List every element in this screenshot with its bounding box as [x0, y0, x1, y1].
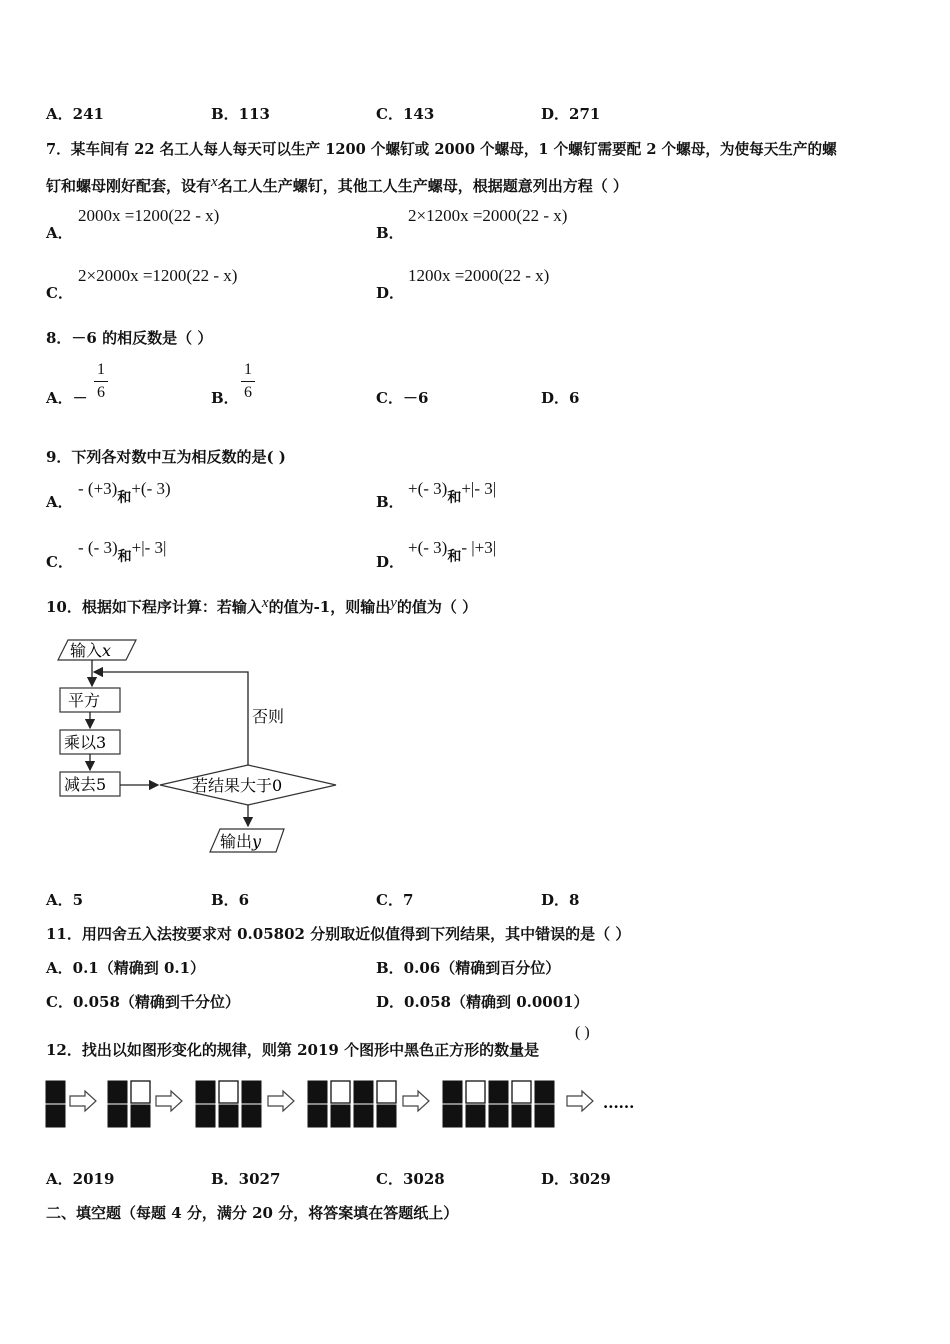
- q9-option-c: - (- $3)_和+|-$ 3|: [78, 538, 167, 565]
- q7-label-d: D．: [376, 284, 405, 302]
- q6-option-a: A．241: [46, 105, 104, 123]
- q10-option-c: C．7: [376, 891, 414, 909]
- flow-output-label: 输出y: [220, 832, 262, 851]
- q10-flowchart: [40, 630, 350, 865]
- q7-formula-a: 2000x =1200(22 - x): [78, 206, 220, 225]
- pattern-arrow-icon: [567, 1091, 593, 1111]
- q7-label-c: C．: [46, 284, 73, 302]
- flow-subtract-label: 减去5: [64, 775, 107, 794]
- q8-fraction-a: 1 6: [94, 361, 108, 402]
- q7-formula-c: 2×2000x =1200(22 - x): [78, 266, 238, 285]
- q10-option-b: B．6: [211, 891, 250, 909]
- q8-option-d: D．6: [541, 389, 580, 407]
- pattern-arrow-icon: [70, 1091, 96, 1111]
- flow-else-label: 否则: [252, 707, 285, 726]
- q11-option-a: A．0.1（精确到 0.1）: [46, 959, 206, 977]
- q6-option-c: C．143: [376, 105, 435, 123]
- q12-paren: ( ): [575, 1024, 590, 1041]
- q9-label-d: D．: [376, 553, 405, 571]
- flow-input-label: 输入x: [70, 641, 112, 660]
- q12-option-d: D．3029: [541, 1170, 611, 1188]
- q11-option-b: B．0.06（精确到百分位）: [376, 959, 561, 977]
- pattern-arrow-icon: [156, 1091, 182, 1111]
- q12-option-b: B．3027: [211, 1170, 281, 1188]
- flow-multiply-label: 乘以3: [64, 733, 107, 752]
- q9-label-c: C．: [46, 553, 73, 571]
- q7-label-b: B．: [376, 224, 404, 242]
- q7-formula-b: 2×1200x =2000(22 - x): [408, 206, 568, 225]
- q12-stem: 12．找出以如图形变化的规律，则第 2019 个图形中黑色正方形的数量是: [46, 1041, 540, 1059]
- q8-fraction-b: 1 6: [241, 361, 255, 402]
- q9-label-a: A．: [46, 493, 73, 511]
- flow-condition-label: 若结果大于0: [192, 776, 283, 795]
- q12-pattern-figure: [40, 1076, 660, 1136]
- q9-option-b: +(- $3)_和+|-$ 3|: [408, 479, 497, 506]
- q8-option-c: C．－6: [376, 389, 429, 407]
- q9-stem: 9．下列各对数中互为相反数的是( ): [46, 448, 286, 466]
- pattern-square: [46, 1081, 65, 1103]
- q12-option-a: A．2019: [46, 1170, 115, 1188]
- flow-square-label: 平方: [68, 691, 101, 710]
- q7-label-a: A．: [46, 224, 73, 242]
- q12-option-c: C．3028: [376, 1170, 445, 1188]
- section-heading-fill-in: 二、填空题（每题 4 分，满分 20 分，将答案填在答题纸上）: [46, 1204, 459, 1222]
- q7-stem-line2: 钉和螺母刚好配套，设有x名工人生产螺钉，其他工人生产螺母，根据题意列出方程（ ）: [46, 174, 628, 195]
- pattern-arrow-icon: [403, 1091, 429, 1111]
- pattern-ellipsis: ......: [603, 1094, 635, 1112]
- q9-option-a: - $(+3)_和+(-$ 3): [78, 479, 171, 506]
- q11-stem: 11．用四舍五入法按要求对 0.05802 分别取近似值得到下列结果，其中错误的是（ ）: [46, 925, 631, 943]
- q10-stem: 10．根据如下程序计算：若输入x的值为-1，则输出y的值为（ ）: [46, 595, 478, 616]
- q7-formula-d: 1200x =2000(22 - x): [408, 266, 550, 285]
- q11-option-c: C．0.058（精确到千分位）: [46, 993, 240, 1011]
- q9-label-b: B．: [376, 493, 404, 511]
- q8-label-b: B．: [211, 389, 239, 407]
- q8-stem: 8．－6 的相反数是（ ）: [46, 329, 213, 347]
- q7-stem-line1: 7．某车间有 22 名工人每人每天可以生产 1200 个螺钉或 2000 个螺母，1 个螺钉需要配 2 个螺母，为使每天生产的螺: [46, 141, 837, 158]
- q9-option-d: +(- $3)_和-$ |+3|: [408, 538, 497, 565]
- q11-option-d: D．0.058（精确到 0.0001）: [376, 993, 589, 1011]
- q6-option-d: D．271: [541, 105, 601, 123]
- pattern-arrow-icon: [268, 1091, 294, 1111]
- q8-label-a: A．－: [46, 389, 88, 407]
- q6-option-b: B．113: [211, 105, 270, 123]
- q10-option-d: D．8: [541, 891, 580, 909]
- pattern-square: [46, 1105, 65, 1127]
- q10-option-a: A．5: [46, 891, 84, 909]
